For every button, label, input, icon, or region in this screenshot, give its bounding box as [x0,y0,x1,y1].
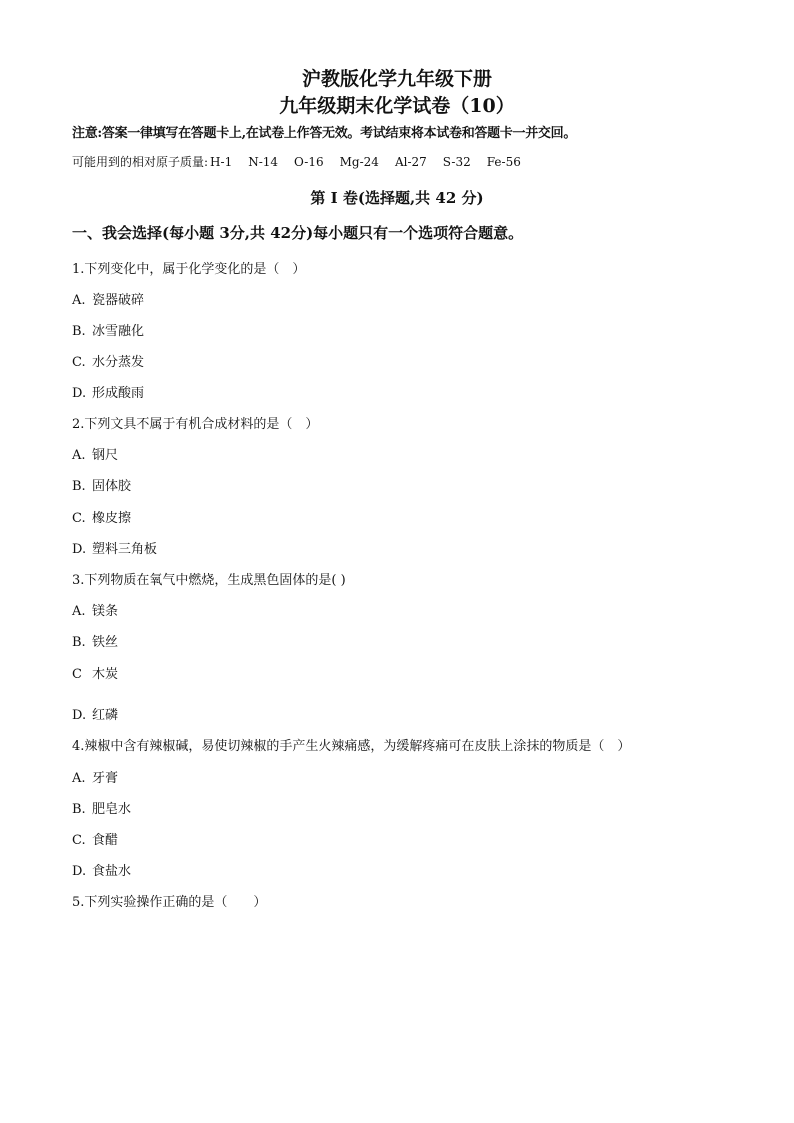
option-text: 镁条 [92,604,119,619]
option [72,767,118,786]
option-letter: C. [72,833,86,848]
mass-item: H-1 [210,155,233,169]
exam-subtitle: 九年级期末化学试卷（10） [279,95,515,117]
option [72,538,157,557]
option-letter: B. [72,479,86,494]
notice-text: 注意:答案一律填写在答题卡上,在试卷上作答无效。考试结束将本试卷和答题卡一并交回。 [72,126,577,141]
option [72,631,118,650]
option-letter: C [72,667,82,682]
option-text: 橡皮擦 [92,511,132,526]
question-stem: 1.下列变化中，属于化学变化的是（ ） [72,262,306,277]
option [72,444,118,463]
option-letter: C. [72,355,86,370]
mass-item: O-16 [294,155,324,169]
option-text: 食盐水 [92,864,132,879]
option-letter: A. [72,771,86,786]
option-text: 形成酸雨 [92,386,145,401]
option-letter: C. [72,511,86,526]
option [72,798,131,817]
option-letter: B. [72,802,86,817]
option [72,351,144,370]
option-text: 牙膏 [92,771,119,786]
mass-item: N-14 [248,155,279,169]
question-stem: 5.下列实验操作正确的是（ ） [72,895,267,910]
option-letter: D. [72,386,87,401]
mass-item: Fe-56 [486,155,521,169]
option-text: 木炭 [92,667,119,682]
option-letter: A. [72,448,86,463]
option-letter: B. [72,635,86,650]
option-letter: D. [72,864,87,879]
mass-item: S-32 [442,155,471,169]
option [72,829,118,848]
option-letter: B. [72,324,86,339]
mass-item: Al-27 [394,155,427,169]
option-text: 肥皂水 [92,802,132,817]
question-stem: 2.下列文具不属于有机合成材料的是（ ） [72,417,319,432]
option [72,600,118,619]
question-stem: 3.下列物质在氧气中燃烧，生成黑色固体的是( ) [72,573,346,588]
option-letter: A. [72,293,86,308]
section-title: 一、我会选择(每小题 3分,共 42分)每小题只有一个选项符合题意。 [72,224,524,242]
option-text: 钢尺 [92,448,119,463]
atomic-masses-label: 可能用到的相对原子质量: [72,155,209,169]
option-letter: D. [72,542,87,557]
option-text: 铁丝 [92,635,119,650]
question-stem: 4.辣椒中含有辣椒碱，易使切辣椒的手产生火辣痛感，为缓解疼痛可在皮肤上涂抹的物质是（ ） [72,739,631,754]
option-text: 红磷 [92,708,119,723]
exam-title: 沪教版化学九年级下册 [301,68,492,90]
part-title: 第 I 卷(选择题,共 42 分) [310,189,484,207]
option [72,860,131,879]
option [72,382,144,401]
option-text: 冰雪融化 [92,324,145,339]
option [72,320,144,339]
mass-item: Mg-24 [339,155,379,169]
option-text: 固体胶 [92,479,132,494]
option-letter: A. [72,604,86,619]
option [72,507,131,526]
option-text: 水分蒸发 [92,355,145,370]
atomic-masses [72,153,537,170]
option-text: 食醋 [92,833,119,848]
option [72,663,118,682]
option-letter: D. [72,708,87,723]
option [72,704,118,723]
option-text: 塑料三角板 [92,542,158,557]
option-text: 瓷器破碎 [92,293,145,308]
option [72,475,131,494]
option [72,289,144,308]
